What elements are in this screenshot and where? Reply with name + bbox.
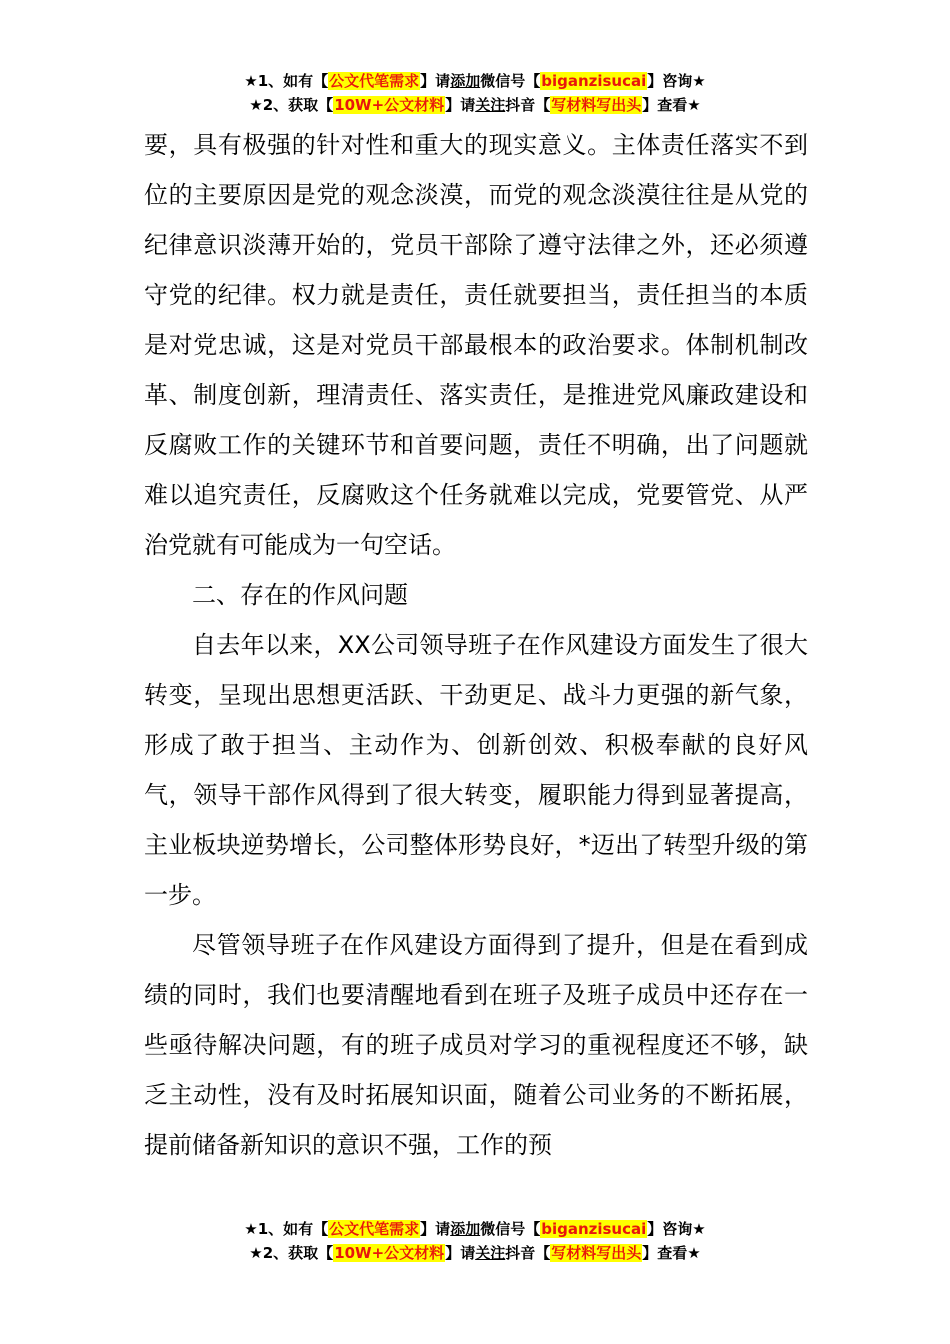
banner-highlight: biganzisucai (541, 1220, 647, 1238)
banner-text: ★1、如有【 (244, 72, 329, 90)
banner-underlined: 添加 (450, 72, 481, 90)
banner-highlight: 10W+公文材料 (334, 1244, 445, 1262)
banner-line-2 (0, 1242, 950, 1266)
banner-text: 微信号【 (480, 72, 541, 90)
banner-underlined: 关注 (475, 1244, 506, 1262)
paragraph: 要，具有极强的针对性和重大的现实意义。主体责任落实不到位的主要原因是党的观念淡漠，而党的观念淡漠往往是从党的纪律意识淡薄开始的，党员干部除了遵守法律之外，还必须遵守党的纪律。权力就是责任，责任就要担当，责任担当的本质是对党忠诚，这是对党员干部最根本的政治要求。体制机制改革、制度创新，理清责任、落实责任，是推进党风廉政建设和反腐败工作的关键环节和首要问题，责任不明确，出了问题就难以追究责任，反腐败这个任务就难以完成，党要管党、从严治党就有可能成为一句空话。 (144, 131, 808, 559)
banner-line-2 (0, 94, 950, 118)
banner-line-1 (0, 70, 950, 94)
banner-text: 】请 (420, 1220, 451, 1238)
banner-text: 】咨询★ (647, 1220, 706, 1238)
banner-highlight: 写材料写出头 (551, 1244, 642, 1262)
banner-highlight: 公文代笔需求 (329, 72, 420, 90)
banner-highlight: 10W+公文材料 (334, 96, 445, 114)
banner-text: ★2、获取【 (249, 1244, 334, 1262)
banner-text: 】咨询★ (647, 72, 706, 90)
banner-text: 】请 (445, 96, 476, 114)
footer-banner (0, 1218, 950, 1266)
header-banner (0, 70, 950, 118)
banner-text: 抖音【 (505, 1244, 551, 1262)
paragraph: 自去年以来，XX公司领导班子在作风建设方面发生了很大转变，呈现出思想更活跃、干劲更足、战斗力更强的新气象，形成了敢于担当、主动作为、创新创效、积极奉献的良好风气，领导干部作风得到了很大转变，履职能力得到显著提高，主业板块逆势增长，公司整体形势良好，*迈出了转型升级的第一步。 (144, 631, 808, 909)
document-body (144, 120, 808, 1170)
banner-text: 】请 (420, 72, 451, 90)
paragraph: 尽管领导班子在作风建设方面得到了提升，但是在看到成绩的同时，我们也要清醒地看到在班子及班子成员中还存在一些亟待解决问题，有的班子成员对学习的重视程度还不够，缺乏主动性，没有及时拓展知识面，随着公司业务的不断拓展，提前储备新知识的意识不强，工作的预 (144, 931, 808, 1159)
banner-text: 】查看★ (642, 96, 701, 114)
banner-text: 微信号【 (480, 1220, 541, 1238)
banner-highlight: biganzisucai (541, 72, 647, 90)
section-heading: 二、存在的作风问题 (192, 581, 408, 609)
banner-text: 】请 (445, 1244, 476, 1262)
banner-text: 抖音【 (505, 96, 551, 114)
banner-text: ★2、获取【 (249, 96, 334, 114)
banner-text: ★1、如有【 (244, 1220, 329, 1238)
banner-underlined: 添加 (450, 1220, 481, 1238)
banner-text: 】查看★ (642, 1244, 701, 1262)
banner-line-1 (0, 1218, 950, 1242)
banner-highlight: 写材料写出头 (551, 96, 642, 114)
banner-highlight: 公文代笔需求 (329, 1220, 420, 1238)
banner-underlined: 关注 (475, 96, 506, 114)
